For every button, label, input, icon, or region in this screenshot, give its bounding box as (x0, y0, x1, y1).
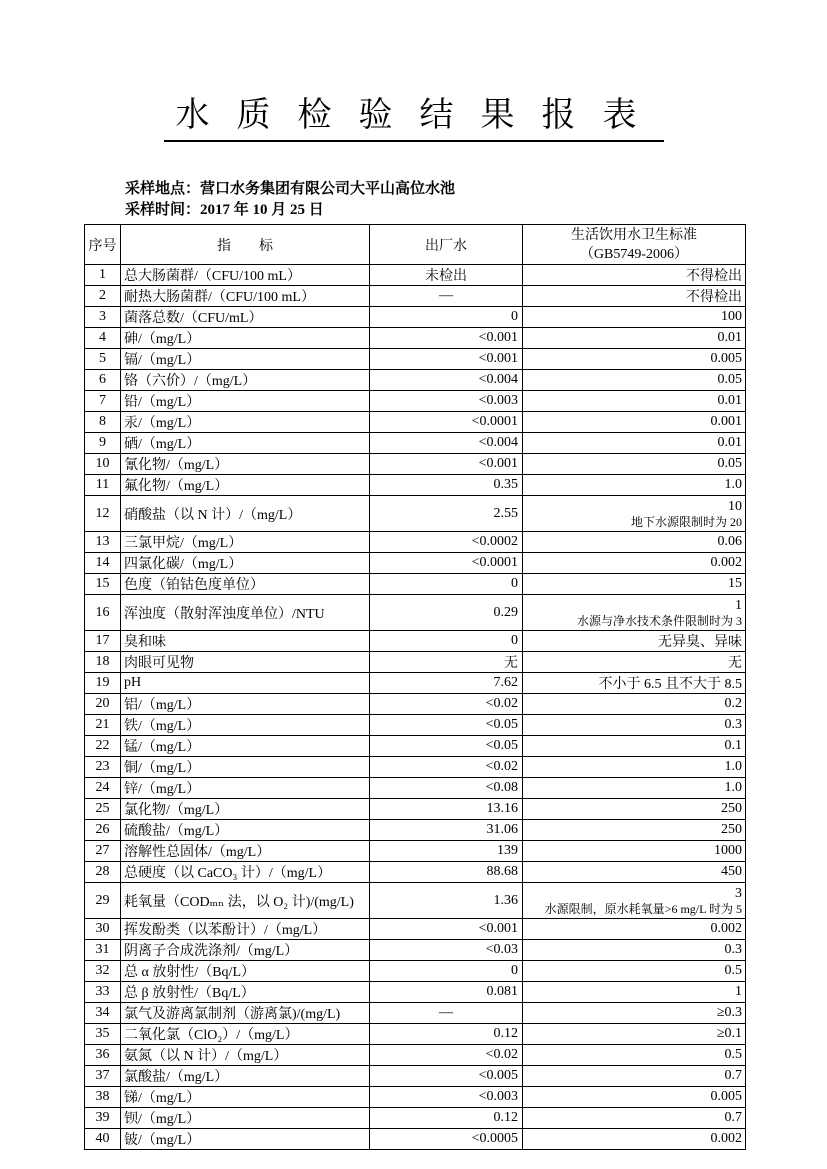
indicator-cell: 色度（铂钴色度单位） (121, 574, 370, 595)
indicator-cell: 耗氧量（CODₘₙ 法，以 O₂ 计)/(mg/L) (121, 883, 370, 919)
indicator-cell: 铅/（mg/L） (121, 391, 370, 412)
row-no-cell: 16 (85, 595, 121, 631)
factory-water-value-cell: 0.081 (370, 982, 523, 1003)
standard-limit-cell: 0.002 (523, 1129, 746, 1150)
row-no-cell: 12 (85, 496, 121, 532)
water-quality-results-table (84, 224, 746, 1150)
row-no-cell: 17 (85, 631, 121, 652)
standard-limit-cell: 0.3 (523, 940, 746, 961)
row-no-cell: 32 (85, 961, 121, 982)
indicator-cell: 钡/（mg/L） (121, 1108, 370, 1129)
row-no-cell: 24 (85, 778, 121, 799)
table-row (85, 862, 746, 883)
row-no-cell: 33 (85, 982, 121, 1003)
standard-limit-cell: 250 (523, 820, 746, 841)
factory-water-value-cell: <0.05 (370, 736, 523, 757)
row-no-cell: 6 (85, 370, 121, 391)
standard-limit-cell: 不得检出 (523, 286, 746, 307)
standard-limit-cell: 0.5 (523, 961, 746, 982)
indicator-cell: 锰/（mg/L） (121, 736, 370, 757)
factory-water-value-cell: <0.005 (370, 1066, 523, 1087)
factory-water-value-cell: 13.16 (370, 799, 523, 820)
row-no-cell: 34 (85, 1003, 121, 1024)
row-no-cell: 3 (85, 307, 121, 328)
factory-water-value-cell: <0.004 (370, 370, 523, 391)
row-no-cell: 27 (85, 841, 121, 862)
table-row (85, 694, 746, 715)
indicator-cell: 镉/（mg/L） (121, 349, 370, 370)
row-no-cell: 28 (85, 862, 121, 883)
standard-limit-cell: 0.002 (523, 553, 746, 574)
sampling-time-label: 采样时间： (125, 202, 201, 218)
row-no-cell: 8 (85, 412, 121, 433)
standard-header-line1: 生活饮用水卫生标准 (571, 227, 697, 243)
sampling-location-value: 营口水务集团有限公司大平山高位水池 (200, 181, 456, 197)
factory-water-value-cell: 0 (370, 307, 523, 328)
row-no-cell: 5 (85, 349, 121, 370)
factory-water-value-cell: <0.001 (370, 349, 523, 370)
table-row (85, 553, 746, 574)
standard-limit-cell: 250 (523, 799, 746, 820)
standard-limit-cell: 0.01 (523, 391, 746, 412)
table-row (85, 961, 746, 982)
table-row (85, 574, 746, 595)
row-no-cell: 19 (85, 673, 121, 694)
standard-limit-cell: 0.2 (523, 694, 746, 715)
table-row (85, 799, 746, 820)
table-row (85, 919, 746, 940)
factory-water-value-cell: <0.02 (370, 694, 523, 715)
table-row (85, 433, 746, 454)
standard-limit-cell: 0.06 (523, 532, 746, 553)
row-no-cell: 35 (85, 1024, 121, 1045)
standard-limit-cell: 1.0 (523, 778, 746, 799)
factory-water-value-cell: <0.004 (370, 433, 523, 454)
indicator-cell: 氯气及游离氯制剂（游离氯)/(mg/L) (121, 1003, 370, 1024)
table-header (85, 225, 746, 265)
indicator-cell: 总 β 放射性/（Bq/L） (121, 982, 370, 1003)
factory-water-value-cell: <0.0001 (370, 553, 523, 574)
row-no-cell: 22 (85, 736, 121, 757)
standard-limit-cell: 0.005 (523, 349, 746, 370)
standard-limit-cell: 0.7 (523, 1108, 746, 1129)
table-row (85, 1024, 746, 1045)
table-row (85, 1108, 746, 1129)
indicator-cell: 汞/（mg/L） (121, 412, 370, 433)
indicator-cell: 铝/（mg/L） (121, 694, 370, 715)
row-no-cell: 30 (85, 919, 121, 940)
factory-water-value-cell: <0.001 (370, 454, 523, 475)
table-row (85, 1003, 746, 1024)
standard-limit-cell: 0.5 (523, 1045, 746, 1066)
indicator-cell: 阴离子合成洗涤剂/（mg/L） (121, 940, 370, 961)
standard-limit-cell (523, 883, 746, 919)
standard-limit-cell: 不小于 6.5 且不大于 8.5 (523, 673, 746, 694)
indicator-cell: 臭和味 (121, 631, 370, 652)
table-row (85, 496, 746, 532)
standard-limit-cell: 不得检出 (523, 265, 746, 286)
row-no-cell: 29 (85, 883, 121, 919)
factory-water-value-cell: 0.12 (370, 1108, 523, 1129)
table-row (85, 673, 746, 694)
table-row (85, 715, 746, 736)
standard-limit-cell: 0.3 (523, 715, 746, 736)
standard-limit-cell: 1 (523, 982, 746, 1003)
indicator-cell: 菌落总数/（CFU/mL） (121, 307, 370, 328)
table-row (85, 778, 746, 799)
row-no-cell: 40 (85, 1129, 121, 1150)
factory-water-value-cell: 88.68 (370, 862, 523, 883)
table-row (85, 286, 746, 307)
standard-limit-cell: 1.0 (523, 475, 746, 496)
standard-limit-cell: 1000 (523, 841, 746, 862)
standard-limit-cell: 0.1 (523, 736, 746, 757)
table-row (85, 883, 746, 919)
col-header-no: 序号 (85, 225, 121, 265)
indicator-cell: 浑浊度（散射浑浊度单位）/NTU (121, 595, 370, 631)
indicator-cell: 铍/（mg/L） (121, 1129, 370, 1150)
indicator-cell: 锑/（mg/L） (121, 1087, 370, 1108)
indicator-cell: 硝酸盐（以 N 计）/（mg/L） (121, 496, 370, 532)
col-header-factory-water: 出厂水 (370, 225, 523, 265)
table-row (85, 1087, 746, 1108)
table-row (85, 454, 746, 475)
factory-water-value-cell: <0.0001 (370, 412, 523, 433)
factory-water-value-cell: — (370, 286, 523, 307)
table-row (85, 652, 746, 673)
table-row (85, 349, 746, 370)
indicator-cell: 铁/（mg/L） (121, 715, 370, 736)
indicator-cell: 氨氮（以 N 计）/（mg/L） (121, 1045, 370, 1066)
indicator-cell: 总 α 放射性/（Bq/L） (121, 961, 370, 982)
row-no-cell: 9 (85, 433, 121, 454)
row-no-cell: 10 (85, 454, 121, 475)
table-row (85, 1129, 746, 1150)
factory-water-value-cell: <0.001 (370, 919, 523, 940)
factory-water-value-cell: 未检出 (370, 265, 523, 286)
indicator-cell: 砷/（mg/L） (121, 328, 370, 349)
factory-water-value-cell: 7.62 (370, 673, 523, 694)
row-no-cell: 2 (85, 286, 121, 307)
row-no-cell: 39 (85, 1108, 121, 1129)
row-no-cell: 15 (85, 574, 121, 595)
standard-limit-cell: 450 (523, 862, 746, 883)
page-title-text: 水质检验结果报表 (164, 96, 664, 142)
factory-water-value-cell: — (370, 1003, 523, 1024)
standard-limit-cell: ≥0.3 (523, 1003, 746, 1024)
row-no-cell: 7 (85, 391, 121, 412)
factory-water-value-cell: <0.003 (370, 1087, 523, 1108)
table-row (85, 757, 746, 778)
row-no-cell: 26 (85, 820, 121, 841)
factory-water-value-cell: <0.05 (370, 715, 523, 736)
indicator-cell: 硒/（mg/L） (121, 433, 370, 454)
standard-limit-cell: 15 (523, 574, 746, 595)
indicator-cell: 四氯化碳/（mg/L） (121, 553, 370, 574)
standard-limit-cell: 100 (523, 307, 746, 328)
row-no-cell: 38 (85, 1087, 121, 1108)
factory-water-value-cell: 1.36 (370, 883, 523, 919)
factory-water-value-cell: 139 (370, 841, 523, 862)
indicator-cell: 锌/（mg/L） (121, 778, 370, 799)
factory-water-value-cell: <0.0002 (370, 532, 523, 553)
factory-water-value-cell: <0.0005 (370, 1129, 523, 1150)
standard-limit-cell: 0.05 (523, 454, 746, 475)
indicator-cell: 三氯甲烷/（mg/L） (121, 532, 370, 553)
row-no-cell: 31 (85, 940, 121, 961)
table-row (85, 982, 746, 1003)
standard-limit-cell: 1.0 (523, 757, 746, 778)
row-no-cell: 25 (85, 799, 121, 820)
standard-limit-cell: 无异臭、异味 (523, 631, 746, 652)
standard-limit-main: 1 (735, 598, 742, 613)
row-no-cell: 14 (85, 553, 121, 574)
indicator-cell: 总大肠菌群/（CFU/100 mL） (121, 265, 370, 286)
factory-water-value-cell: 0 (370, 574, 523, 595)
indicator-cell: 总硬度（以 CaCO₃ 计）/（mg/L） (121, 862, 370, 883)
sampling-time-value: 2017 年 10 月 25 日 (200, 202, 324, 218)
standard-limit-cell: 0.002 (523, 919, 746, 940)
standard-limit-note: 水源限制，原水耗氧量>6 mg/L 时为 5 (544, 902, 742, 916)
indicator-cell: pH (121, 673, 370, 694)
standard-limit-cell: 无 (523, 652, 746, 673)
indicator-cell: 铜/（mg/L） (121, 757, 370, 778)
factory-water-value-cell: 0 (370, 631, 523, 652)
factory-water-value-cell: <0.003 (370, 391, 523, 412)
standard-limit-cell (523, 595, 746, 631)
indicator-cell: 氯酸盐/（mg/L） (121, 1066, 370, 1087)
table-row (85, 391, 746, 412)
standard-limit-note: 水源与净水技术条件限制时为 3 (576, 614, 742, 628)
row-no-cell: 36 (85, 1045, 121, 1066)
indicator-cell: 氯化物/（mg/L） (121, 799, 370, 820)
standard-limit-cell: 0.005 (523, 1087, 746, 1108)
indicator-cell: 挥发酚类（以苯酚计）/（mg/L） (121, 919, 370, 940)
factory-water-value-cell: 0.12 (370, 1024, 523, 1045)
standard-limit-cell: ≥0.1 (523, 1024, 746, 1045)
row-no-cell: 18 (85, 652, 121, 673)
row-no-cell: 4 (85, 328, 121, 349)
standard-limit-main: 3 (735, 886, 742, 901)
table-row (85, 532, 746, 553)
row-no-cell: 13 (85, 532, 121, 553)
row-no-cell: 37 (85, 1066, 121, 1087)
page-title (0, 0, 827, 142)
factory-water-value-cell: 0 (370, 961, 523, 982)
factory-water-value-cell: 0.29 (370, 595, 523, 631)
table-row (85, 631, 746, 652)
table-row (85, 370, 746, 391)
table-row (85, 595, 746, 631)
table-row (85, 820, 746, 841)
table-row (85, 736, 746, 757)
standard-limit-note: 地下水源限制时为 20 (630, 515, 742, 529)
indicator-cell: 溶解性总固体/（mg/L） (121, 841, 370, 862)
table-row (85, 307, 746, 328)
standard-limit-cell (523, 496, 746, 532)
table-row (85, 1066, 746, 1087)
row-no-cell: 1 (85, 265, 121, 286)
factory-water-value-cell: 31.06 (370, 820, 523, 841)
indicator-cell: 硫酸盐/（mg/L） (121, 820, 370, 841)
col-header-indicator: 指 标 (121, 225, 370, 265)
standard-limit-main: 10 (728, 499, 742, 514)
table-row (85, 1045, 746, 1066)
standard-limit-cell: 0.05 (523, 370, 746, 391)
table-header-row (85, 225, 746, 265)
sampling-info (125, 179, 827, 221)
table-body (85, 265, 746, 1150)
factory-water-value-cell: <0.03 (370, 940, 523, 961)
standard-limit-cell: 0.7 (523, 1066, 746, 1087)
table-row (85, 328, 746, 349)
standard-limit-cell: 0.001 (523, 412, 746, 433)
table-row (85, 475, 746, 496)
standard-header-line2: （GB5749-2006） (579, 246, 689, 262)
row-no-cell: 21 (85, 715, 121, 736)
factory-water-value-cell: <0.02 (370, 1045, 523, 1066)
col-header-standard (523, 225, 746, 265)
factory-water-value-cell: 无 (370, 652, 523, 673)
table-row (85, 412, 746, 433)
indicator-cell: 铬（六价）/（mg/L） (121, 370, 370, 391)
table-row (85, 841, 746, 862)
standard-limit-cell: 0.01 (523, 433, 746, 454)
factory-water-value-cell: <0.001 (370, 328, 523, 349)
row-no-cell: 11 (85, 475, 121, 496)
factory-water-value-cell: <0.08 (370, 778, 523, 799)
table-row (85, 265, 746, 286)
sampling-location-line (125, 179, 827, 200)
standard-limit-cell: 0.01 (523, 328, 746, 349)
row-no-cell: 20 (85, 694, 121, 715)
table-row (85, 940, 746, 961)
indicator-cell: 二氧化氯（ClO₂）/（mg/L） (121, 1024, 370, 1045)
indicator-cell: 氰化物/（mg/L） (121, 454, 370, 475)
indicator-cell: 耐热大肠菌群/（CFU/100 mL） (121, 286, 370, 307)
sampling-location-label: 采样地点： (125, 181, 201, 197)
indicator-cell: 氟化物/（mg/L） (121, 475, 370, 496)
factory-water-value-cell: 2.55 (370, 496, 523, 532)
factory-water-value-cell: 0.35 (370, 475, 523, 496)
sampling-time-line (125, 200, 827, 221)
factory-water-value-cell: <0.02 (370, 757, 523, 778)
row-no-cell: 23 (85, 757, 121, 778)
indicator-cell: 肉眼可见物 (121, 652, 370, 673)
